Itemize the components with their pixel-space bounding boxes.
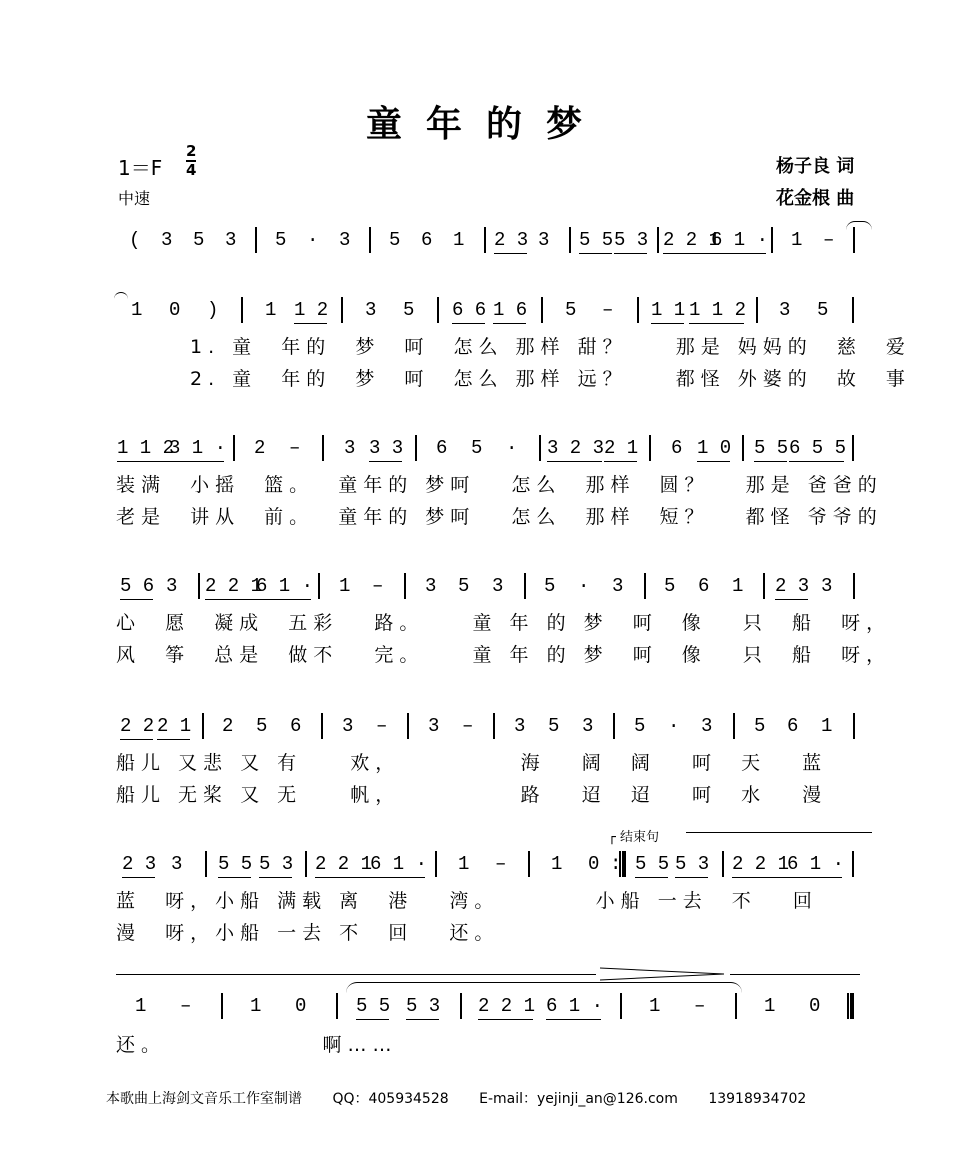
note: 2 2 1 xyxy=(732,853,790,875)
tempo-marking: 中速 xyxy=(118,189,151,208)
lyric-text: 2. 童 年的 梦 呵 怎么 那样 远？ 都怪 外婆的 故 事 xyxy=(190,368,911,390)
note: 2 3 xyxy=(494,229,529,251)
lyric-line xyxy=(116,608,891,635)
barline xyxy=(722,851,724,877)
note: 3 2 3 xyxy=(547,437,605,459)
note: 5 xyxy=(544,575,556,597)
note: 6 xyxy=(436,437,448,459)
note: 0 xyxy=(295,995,307,1017)
note: 5 xyxy=(817,299,829,321)
note: 1 xyxy=(131,299,143,321)
note: 3 xyxy=(821,575,833,597)
note: 3 xyxy=(492,575,504,597)
composer-credit: 花金根 曲 xyxy=(776,188,855,209)
barline xyxy=(853,713,855,739)
beam-underline xyxy=(754,461,787,462)
note: 5 xyxy=(403,299,415,321)
beam-underline xyxy=(117,461,172,462)
note: 0 xyxy=(169,299,181,321)
barline xyxy=(322,435,324,461)
note: 5 xyxy=(389,229,401,251)
note: 6 xyxy=(421,229,433,251)
note: 6 1 · xyxy=(546,995,604,1017)
note: 2 2 1 xyxy=(205,575,263,597)
note: 1 1 xyxy=(651,299,686,321)
note: 1 xyxy=(791,229,803,251)
note: 3 xyxy=(538,229,550,251)
barline xyxy=(528,851,530,877)
barline xyxy=(321,713,323,739)
note: 3 xyxy=(701,715,713,737)
note: 1 xyxy=(732,575,744,597)
beam-underline xyxy=(775,599,808,600)
note: 3 xyxy=(779,299,791,321)
note: 3 xyxy=(612,575,624,597)
beam-underline xyxy=(218,877,251,878)
note: 6 6 xyxy=(452,299,487,321)
barline xyxy=(853,573,855,599)
barline xyxy=(613,713,615,739)
barline xyxy=(202,713,204,739)
time-signature xyxy=(186,143,196,179)
barline xyxy=(569,227,571,253)
note: 5 xyxy=(634,715,646,737)
barline xyxy=(771,227,773,253)
lyric-line xyxy=(116,470,883,497)
beam-underline xyxy=(547,461,602,462)
note: 5 xyxy=(754,715,766,737)
note: 5 3 xyxy=(259,853,294,875)
note: 6 1 · xyxy=(787,853,845,875)
barline xyxy=(524,573,526,599)
beam-underline xyxy=(406,1019,439,1020)
beam-underline xyxy=(651,323,684,324)
barline xyxy=(733,713,735,739)
note: 6 xyxy=(290,715,302,737)
key-signature: 1＝F xyxy=(118,156,163,180)
note: 1 xyxy=(458,853,470,875)
note: 1 xyxy=(551,853,563,875)
dash-extension: – xyxy=(372,575,384,597)
dash-extension: – xyxy=(495,853,507,875)
note: 6 1 · xyxy=(711,229,769,251)
beam-underline xyxy=(614,253,647,254)
barline xyxy=(205,851,207,877)
note: 6 xyxy=(698,575,710,597)
note: 2 1 xyxy=(157,715,192,737)
lyric-text: 还。 啊…… xyxy=(116,1034,398,1056)
note: 3 xyxy=(225,229,237,251)
notation-row xyxy=(0,850,972,880)
note: 5 3 xyxy=(675,853,710,875)
beam-underline xyxy=(635,877,668,878)
notation-row xyxy=(0,226,972,256)
beam-underline xyxy=(120,739,153,740)
beam-underline xyxy=(452,323,485,324)
ending-label: ┌ 结束句 xyxy=(608,830,659,845)
beam-underline xyxy=(579,253,612,254)
beam-underline xyxy=(494,253,527,254)
note: 1 2 xyxy=(294,299,329,321)
beam-underline xyxy=(315,877,370,878)
note: · xyxy=(506,437,518,459)
note: 6 1 · xyxy=(256,575,314,597)
note: 1 1 2 xyxy=(689,299,747,321)
note: 2 3 xyxy=(775,575,810,597)
lyric-text: 心 愿 凝成 五彩 路。 童 年 的 梦 呵 像 只 船 呀， xyxy=(116,612,892,634)
footer-email: E-mail：yejinji_an@126.com xyxy=(479,1091,678,1107)
staff-rule xyxy=(730,974,860,975)
note: 3 xyxy=(342,715,354,737)
meter-bottom: 4 xyxy=(186,161,197,179)
barline xyxy=(369,227,371,253)
lyric-text: 1. 童 年的 梦 呵 怎么 那样 甜？ 那是 妈妈的 慈 爱 xyxy=(190,336,911,358)
note: 6 1 · xyxy=(370,853,428,875)
footer-studio: 本歌曲上海剑文音乐工作室制谱 xyxy=(106,1091,302,1107)
barline xyxy=(493,713,495,739)
note: 3 xyxy=(166,575,178,597)
beam-underline xyxy=(689,323,744,324)
note: 5 xyxy=(565,299,577,321)
barline xyxy=(198,573,200,599)
note: 2 2 1 xyxy=(663,229,721,251)
note: 1 xyxy=(821,715,833,737)
beam-underline xyxy=(711,253,766,254)
beam-underline xyxy=(122,877,155,878)
note: 5 5 xyxy=(356,995,391,1017)
note: 0 xyxy=(588,853,600,875)
lyricist-credit: 杨子良 词 xyxy=(776,156,855,177)
note: 5 xyxy=(548,715,560,737)
barline xyxy=(644,573,646,599)
decrescendo-mark xyxy=(600,966,726,982)
footer-qq: QQ：405934528 xyxy=(332,1091,449,1107)
beam-underline xyxy=(787,877,842,878)
beam-underline xyxy=(369,461,402,462)
lyric-line xyxy=(116,780,827,807)
barline xyxy=(305,851,307,877)
lyric-text: 装满 小摇 篮。 童年的 梦呵 怎么 那样 圆？ 那是 爸爸的 xyxy=(116,474,883,496)
note: 1 0 xyxy=(697,437,732,459)
note: 2 xyxy=(254,437,266,459)
note: 3 1 · xyxy=(169,437,227,459)
dash-extension: – xyxy=(289,437,301,459)
beam-underline xyxy=(205,599,260,600)
note: 5 xyxy=(471,437,483,459)
barline xyxy=(657,227,659,253)
note: 2 2 xyxy=(120,715,155,737)
note: 5 xyxy=(664,575,676,597)
note: 1 1 2 xyxy=(117,437,175,459)
note: 5 xyxy=(458,575,470,597)
barline xyxy=(539,435,541,461)
ending-bracket-line xyxy=(686,832,872,833)
note: 1 xyxy=(453,229,465,251)
note: 1 6 xyxy=(493,299,528,321)
note: 1 xyxy=(250,995,262,1017)
beam-underline xyxy=(675,877,708,878)
barline xyxy=(415,435,417,461)
note: · xyxy=(668,715,680,737)
barline xyxy=(742,435,744,461)
barline xyxy=(649,435,651,461)
note: 1 xyxy=(135,995,147,1017)
note: 3 xyxy=(514,715,526,737)
note: 3 xyxy=(344,437,356,459)
note: 5 xyxy=(275,229,287,251)
barline xyxy=(437,297,439,323)
beam-underline xyxy=(604,461,637,462)
barline xyxy=(637,297,639,323)
dash-extension: – xyxy=(180,995,192,1017)
lyric-line xyxy=(116,1030,398,1057)
notation-row xyxy=(0,992,972,1022)
note: 2 3 xyxy=(122,853,157,875)
notation-row xyxy=(0,434,972,464)
barline xyxy=(852,435,854,461)
slur-arc xyxy=(346,982,742,993)
note: 6 5 5 xyxy=(789,437,847,459)
barline xyxy=(852,297,854,323)
beam-underline xyxy=(493,323,526,324)
note: 3 xyxy=(582,715,594,737)
note: · xyxy=(307,229,319,251)
paren: ( xyxy=(129,229,141,251)
lyric-line xyxy=(190,364,911,391)
note: 0 xyxy=(809,995,821,1017)
beam-underline xyxy=(157,739,190,740)
note: 5 3 xyxy=(614,229,649,251)
note: 1 xyxy=(265,299,277,321)
barline xyxy=(460,993,462,1019)
dash-extension: – xyxy=(694,995,706,1017)
note: 1 xyxy=(649,995,661,1017)
meter-top: 2 xyxy=(186,142,197,160)
barline xyxy=(233,435,235,461)
lyric-line xyxy=(116,502,883,529)
lyric-text: 蓝 呀，小船 满载 离 港 湾。 小船 一去 不 回 xyxy=(116,890,818,912)
note: 3 xyxy=(339,229,351,251)
barline xyxy=(735,993,737,1019)
barline xyxy=(341,297,343,323)
note: 5 5 xyxy=(218,853,253,875)
note: 3 xyxy=(425,575,437,597)
final-barline xyxy=(847,993,854,1019)
footer xyxy=(106,1088,832,1108)
beam-underline xyxy=(169,461,224,462)
beam-underline xyxy=(663,253,718,254)
barline xyxy=(241,297,243,323)
notation-row xyxy=(0,572,972,602)
lyric-line xyxy=(116,918,499,945)
lyric-text: 船儿 无桨 又 无 帆， 路 迢 迢 呵 水 漫 xyxy=(116,784,828,806)
note: 5 xyxy=(256,715,268,737)
lyric-text: 漫 呀，小船 一去 不 回 还。 xyxy=(116,922,500,944)
note: 6 xyxy=(787,715,799,737)
lyric-line xyxy=(116,886,818,913)
note: 3 xyxy=(428,715,440,737)
note: 2 2 1 xyxy=(315,853,373,875)
lyric-text: 老是 讲从 前。 童年的 梦呵 怎么 那样 短？ 都怪 爷爷的 xyxy=(116,506,883,528)
note: 3 3 xyxy=(369,437,404,459)
note: 2 2 1 xyxy=(478,995,536,1017)
note: 5 3 xyxy=(406,995,441,1017)
barline xyxy=(484,227,486,253)
notation-row xyxy=(0,712,972,742)
note: 5 5 xyxy=(635,853,670,875)
note: 1 xyxy=(339,575,351,597)
dash-extension: – xyxy=(462,715,474,737)
lyric-text: 风 筝 总是 做不 完。 童 年 的 梦 呵 像 只 船 呀， xyxy=(116,644,892,666)
beam-underline xyxy=(478,1019,533,1020)
barline xyxy=(541,297,543,323)
note: 2 1 xyxy=(604,437,639,459)
lyric-line xyxy=(116,748,827,775)
note: · xyxy=(578,575,590,597)
barline xyxy=(852,851,854,877)
beam-underline xyxy=(546,1019,601,1020)
barline xyxy=(853,227,855,253)
barline xyxy=(255,227,257,253)
note: 5 5 xyxy=(754,437,789,459)
barline xyxy=(404,573,406,599)
note: 2 xyxy=(222,715,234,737)
notation-row xyxy=(0,296,972,326)
note: 5 xyxy=(193,229,205,251)
barline xyxy=(620,993,622,1019)
note: 1 xyxy=(764,995,776,1017)
dash-extension: – xyxy=(376,715,388,737)
repeat-dots: : xyxy=(610,853,622,875)
barline xyxy=(221,993,223,1019)
beam-underline xyxy=(256,599,311,600)
dash-extension: – xyxy=(823,229,835,251)
note: 5 5 xyxy=(579,229,614,251)
lyric-text: 船儿 又悲 又 有 欢， 海 阔 阔 呵 天 蓝 xyxy=(116,752,828,774)
lyric-line xyxy=(190,332,911,359)
beam-underline xyxy=(120,599,153,600)
note: 5 6 xyxy=(120,575,155,597)
barline xyxy=(407,713,409,739)
barline xyxy=(318,573,320,599)
dash-extension: – xyxy=(602,299,614,321)
beam-underline xyxy=(294,323,327,324)
lyric-line xyxy=(116,640,891,667)
beam-underline xyxy=(732,877,787,878)
beam-underline xyxy=(356,1019,389,1020)
barline xyxy=(336,993,338,1019)
page-title: 童年的梦 xyxy=(365,103,606,145)
staff-rule xyxy=(116,974,596,975)
note: 6 xyxy=(671,437,683,459)
barline xyxy=(435,851,437,877)
barline xyxy=(756,297,758,323)
beam-underline xyxy=(789,461,844,462)
note: 3 xyxy=(161,229,173,251)
note: 3 xyxy=(365,299,377,321)
beam-underline xyxy=(259,877,292,878)
barline xyxy=(763,573,765,599)
footer-phone: 13918934702 xyxy=(708,1091,807,1107)
note: 3 xyxy=(171,853,183,875)
paren: ) xyxy=(207,299,219,321)
beam-underline xyxy=(697,461,730,462)
beam-underline xyxy=(370,877,425,878)
